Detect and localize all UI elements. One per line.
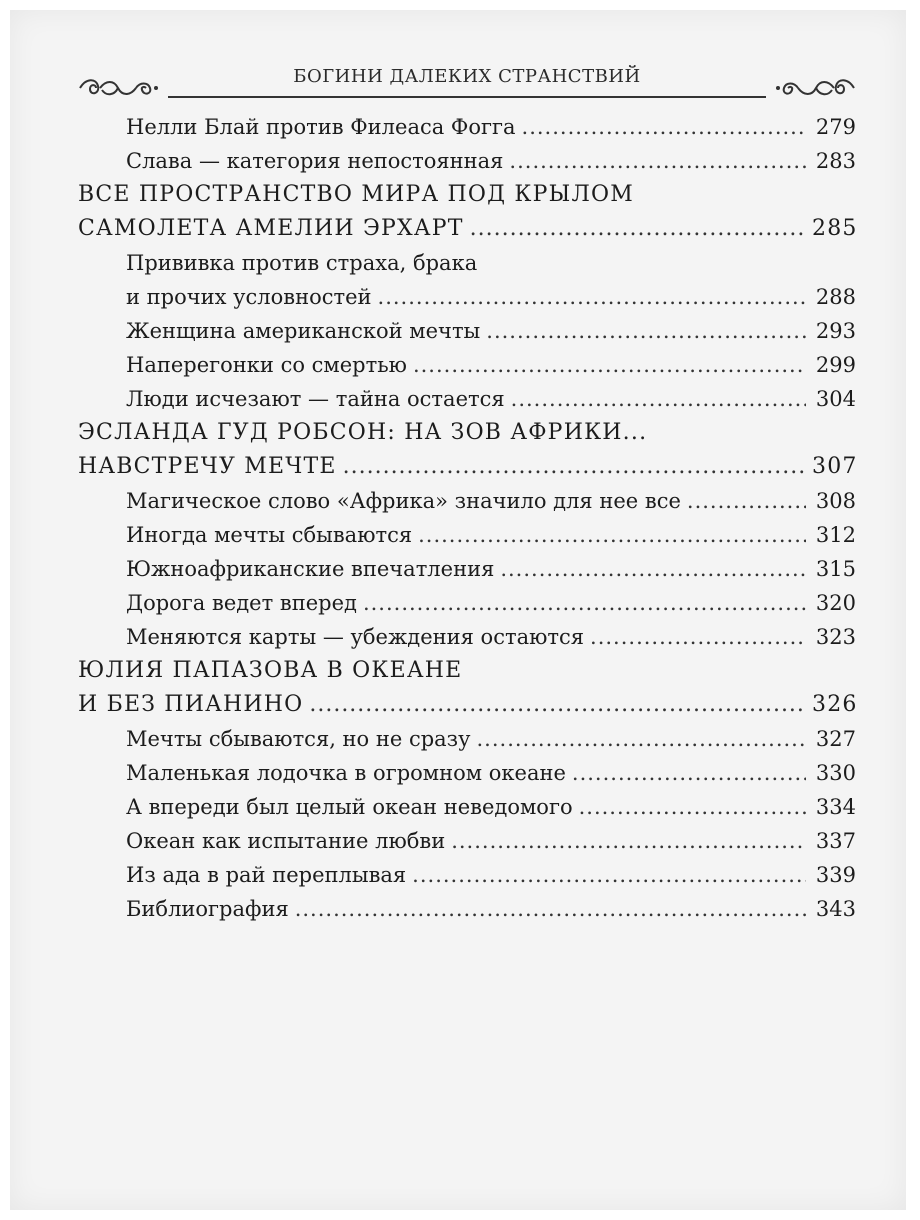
toc-page-number: 326: [812, 692, 858, 717]
toc-entry: [78, 620, 856, 654]
toc-entry: [78, 586, 856, 620]
book-page: [10, 10, 906, 1210]
dot-leader: [477, 722, 807, 756]
running-head-title: БОГИНИ ДАЛЕКИХ СТРАНСТВИЙ: [293, 66, 641, 87]
toc-entry-title: ЭСЛАНДА ГУД РОБСОН: НА ЗОВ АФРИКИ...: [78, 420, 648, 445]
toc-entry: [78, 348, 856, 382]
toc-page-number: 315: [815, 557, 856, 581]
toc-page-number: 283: [815, 149, 856, 173]
dot-leader: [486, 314, 806, 348]
toc-entry-title: ЮЛИЯ ПАПАЗОВА В ОКЕАНЕ: [78, 658, 463, 683]
dot-leader: [579, 790, 806, 824]
dot-leader: [343, 450, 806, 484]
dot-leader: [470, 212, 806, 246]
toc-entry: [78, 484, 856, 518]
toc-page-number: 320: [815, 591, 856, 615]
dot-leader: [511, 382, 806, 416]
dot-leader: [500, 552, 806, 586]
toc-entry-title: Прививка против страха, брака: [126, 251, 478, 275]
dot-leader: [590, 620, 806, 654]
toc-page-number: 327: [815, 727, 856, 751]
toc-entry-title: Наперегонки со смертью: [126, 353, 407, 377]
toc-page-number: 285: [812, 216, 858, 241]
toc-part-heading: [78, 654, 856, 688]
dot-leader: [413, 348, 806, 382]
toc-entry: [78, 144, 856, 178]
toc-entry-title: Нелли Блай против Филеаса Фогга: [126, 115, 516, 139]
toc-entry-title: Женщина американской мечты: [126, 319, 481, 343]
toc-entry-title: Океан как испытание любви: [126, 829, 446, 853]
toc-page-number: 312: [815, 523, 856, 547]
toc-page-number: 337: [815, 829, 856, 853]
toc-page-number: 307: [812, 454, 858, 479]
dot-leader: [309, 688, 806, 722]
toc-page-number: 339: [815, 863, 856, 887]
toc-entry: [78, 110, 856, 144]
toc-page-number: 343: [815, 897, 856, 921]
dot-leader: [522, 110, 806, 144]
toc-entry-title: и прочих условностей: [126, 285, 372, 309]
toc-entry-title: САМОЛЕТА АМЕЛИИ ЭРХАРТ: [78, 216, 464, 241]
toc-entry-title: А впереди был целый океан неведомого: [126, 795, 573, 819]
dot-leader: [687, 484, 806, 518]
dot-leader: [295, 892, 806, 926]
toc-entry-title: Южноафриканские впечатления: [126, 557, 495, 581]
toc-entry-title: Слава — категория непостоянная: [126, 149, 504, 173]
toc-entry: [78, 280, 856, 314]
toc-entry-title: Магическое слово «Африка» значило для нее все: [126, 489, 681, 513]
toc-entry-title: НАВСТРЕЧУ МЕЧТЕ: [78, 454, 337, 479]
toc-page-number: 308: [815, 489, 856, 513]
toc-entry: [78, 824, 856, 858]
dot-leader: [412, 858, 806, 892]
toc-page-number: 293: [815, 319, 856, 343]
toc-part-heading: [78, 688, 856, 722]
toc-page-number: 323: [815, 625, 856, 649]
toc-entry: [78, 246, 856, 280]
toc-part-heading: [78, 416, 856, 450]
header-rule: [168, 96, 766, 98]
toc-page-number: 330: [815, 761, 856, 785]
toc-entry-title: Из ада в рай переплывая: [126, 863, 407, 887]
toc-page-number: 279: [815, 115, 856, 139]
dot-leader: [418, 518, 806, 552]
table-of-contents: [78, 110, 856, 926]
toc-entry-title: Библиография: [126, 897, 289, 921]
toc-entry: [78, 756, 856, 790]
toc-entry: [78, 790, 856, 824]
toc-part-heading: [78, 450, 856, 484]
dot-leader: [378, 280, 806, 314]
toc-entry: [78, 314, 856, 348]
dot-leader: [451, 824, 806, 858]
toc-entry-title: ВСЕ ПРОСТРАНСТВО МИРА ПОД КРЫЛОМ: [78, 182, 635, 207]
toc-page-number: 299: [815, 353, 856, 377]
toc-part-heading: [78, 178, 856, 212]
toc-entry: [78, 722, 856, 756]
dot-leader: [363, 586, 806, 620]
ornament-right-icon: [776, 76, 856, 100]
toc-entry: [78, 858, 856, 892]
toc-page-number: 288: [815, 285, 856, 309]
toc-entry: [78, 518, 856, 552]
running-head: [78, 66, 856, 106]
toc-entry-title: Мечты сбываются, но не сразу: [126, 727, 471, 751]
toc-entry-title: Иногда мечты сбываются: [126, 523, 413, 547]
toc-entry: [78, 892, 856, 926]
toc-part-heading: [78, 212, 856, 246]
toc-page-number: 334: [815, 795, 856, 819]
toc-entry-title: Маленькая лодочка в огромном океане: [126, 761, 566, 785]
toc-entry: [78, 552, 856, 586]
toc-entry: [78, 382, 856, 416]
toc-entry-title: И БЕЗ ПИАНИНО: [78, 692, 304, 717]
toc-entry-title: Меняются карты — убеждения остаются: [126, 625, 585, 649]
toc-page-number: 304: [815, 387, 856, 411]
toc-entry-title: Дорога ведет вперед: [126, 591, 357, 615]
toc-entry-title: Люди исчезают — тайна остается: [126, 387, 505, 411]
dot-leader: [509, 144, 806, 178]
dot-leader: [572, 756, 806, 790]
